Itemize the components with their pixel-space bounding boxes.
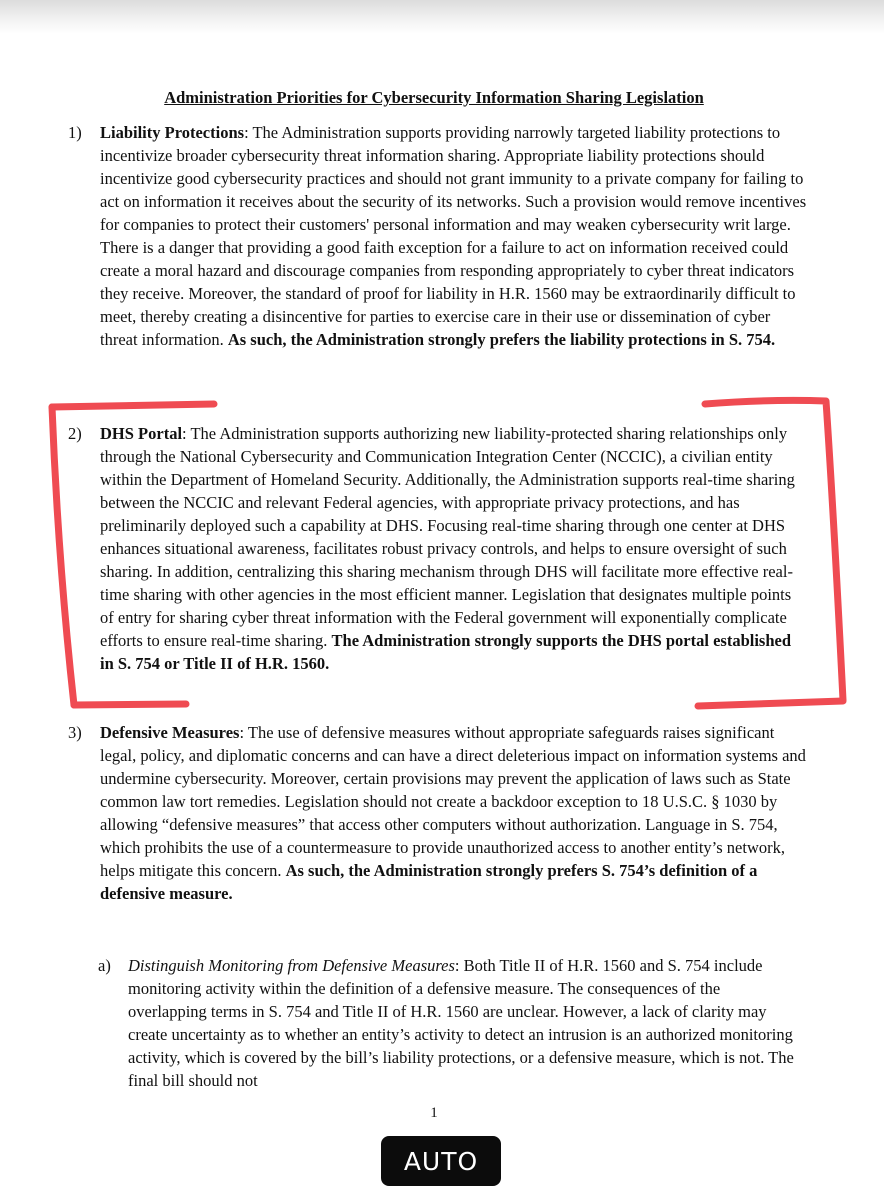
page-number: 1: [430, 1105, 438, 1121]
item-text: The use of defensive measures without appropriate safeguards raises significant legal, policy, and diplomatic concerns and can have a direct deleterious impact on information systems and undermine cybersecurity. Moreover, certain provisions may prevent the application of laws such as State common law tort remedies. Legislation should not create a backdoor exception to 18 U.S.C. § 1030 by allowing “defensive measures” that access other computers without authorization. Language in S. 754, which prohibits the use of a countermeasure to provide unauthorized access to another entity’s network, helps mitigate this concern.: [100, 723, 806, 880]
annotation-stroke-bottom-left: [74, 704, 186, 705]
item-conclusion: As such, the Administration strongly prefers the liability protections in S. 754.: [227, 330, 776, 349]
item-label: Defensive Measures: [100, 723, 240, 742]
item-number: 2): [68, 424, 82, 443]
priority-item-dhs-portal: [68, 422, 808, 675]
viewer-top-shadow: [0, 0, 884, 34]
item-label: DHS Portal: [100, 424, 183, 443]
subitem-label-colon: :: [454, 956, 460, 975]
priority-item-defensive-measures: [68, 721, 808, 905]
subitem-body: [128, 954, 798, 1092]
priority-item-liability: [68, 121, 808, 351]
item-label: Liability Protections: [100, 123, 245, 142]
item-label-colon: :: [182, 424, 187, 443]
item-body: [100, 721, 808, 905]
auto-button[interactable]: AUTO: [381, 1136, 501, 1186]
annotation-stroke-bottom-right: [698, 701, 843, 706]
annotation-stroke-top-left: [52, 404, 214, 407]
item-text: The Administration supports authorizing new liability-protected sharing relationships only through the National Cybersecurity and Communication Integration Center (NCCIC), a civilian entity within the Department of Homeland Security. Additionally, the Administration supports real-time sharing between the NCCIC and relevant Federal agencies, with appropriate privacy protections, and has preliminarily deployed such a capability at DHS. Focusing real-time sharing through one center at DHS enhances situational awareness, facilitates robust privacy controls, and helps to ensure oversight of such sharing. In addition, centralizing this sharing mechanism through DHS will facilitate more effective real-time sharing with other agencies in the most efficient manner. Legislation that designates multiple points of entry for sharing cyber threat information with the Federal government will exponentially complicate efforts to ensure real-time sharing.: [100, 424, 795, 650]
subitem-text: Both Title II of H.R. 1560 and S. 754 include monitoring activity within the definition of a defensive measure. The consequences of the overlapping terms in S. 754 and Title II of H.R. 1560 are unclear. However, a lack of clarity may create uncertainty as to whether an entity’s activity to detect an intrusion is an authorized monitoring activity, which is covered by the bill’s liability protections, or a defensive measure, which is not. The final bill should not: [128, 956, 794, 1090]
item-body: [100, 422, 808, 675]
subitem-label: Distinguish Monitoring from Defensive Measures: [128, 956, 455, 975]
document-title: Administration Priorities for Cybersecurity Information Sharing Legislation: [164, 88, 704, 107]
item-body: [100, 121, 808, 351]
item-label-colon: :: [244, 123, 249, 142]
item-label-colon: :: [239, 723, 245, 742]
subitem-monitoring: [98, 954, 798, 1092]
item-number: 3): [68, 723, 82, 742]
item-conclusion: As such, the Administration strongly prefers S. 754’s definition of a defensive measure.: [100, 861, 758, 903]
item-text: The Administration supports providing narrowly targeted liability protections to incentivize broader cybersecurity threat information sharing. Appropriate liability protections should incentivize good cybersecurity practices and should not grant immunity to a private company for failing to act on information it receives about the security of its networks. Such a provision would remove incentives for companies to protect their customers' personal information and may weaken cybersecurity writ large. There is a danger that providing a good faith exception for a failure to act on information received could create a moral hazard and discourage companies from responding appropriately to cyber threat indicators they receive. Moreover, the standard of proof for liability in H.R. 1560 may be extraordinarily difficult to meet, thereby creating a disincentive for parties to exercise care in their use or dissemination of cyber threat information.: [100, 123, 807, 349]
subitem-letter: a): [98, 956, 111, 975]
item-number: 1): [68, 123, 82, 142]
item-conclusion: The Administration strongly supports the DHS portal established in S. 754 or Title II of H.R. 1560.: [100, 631, 792, 673]
